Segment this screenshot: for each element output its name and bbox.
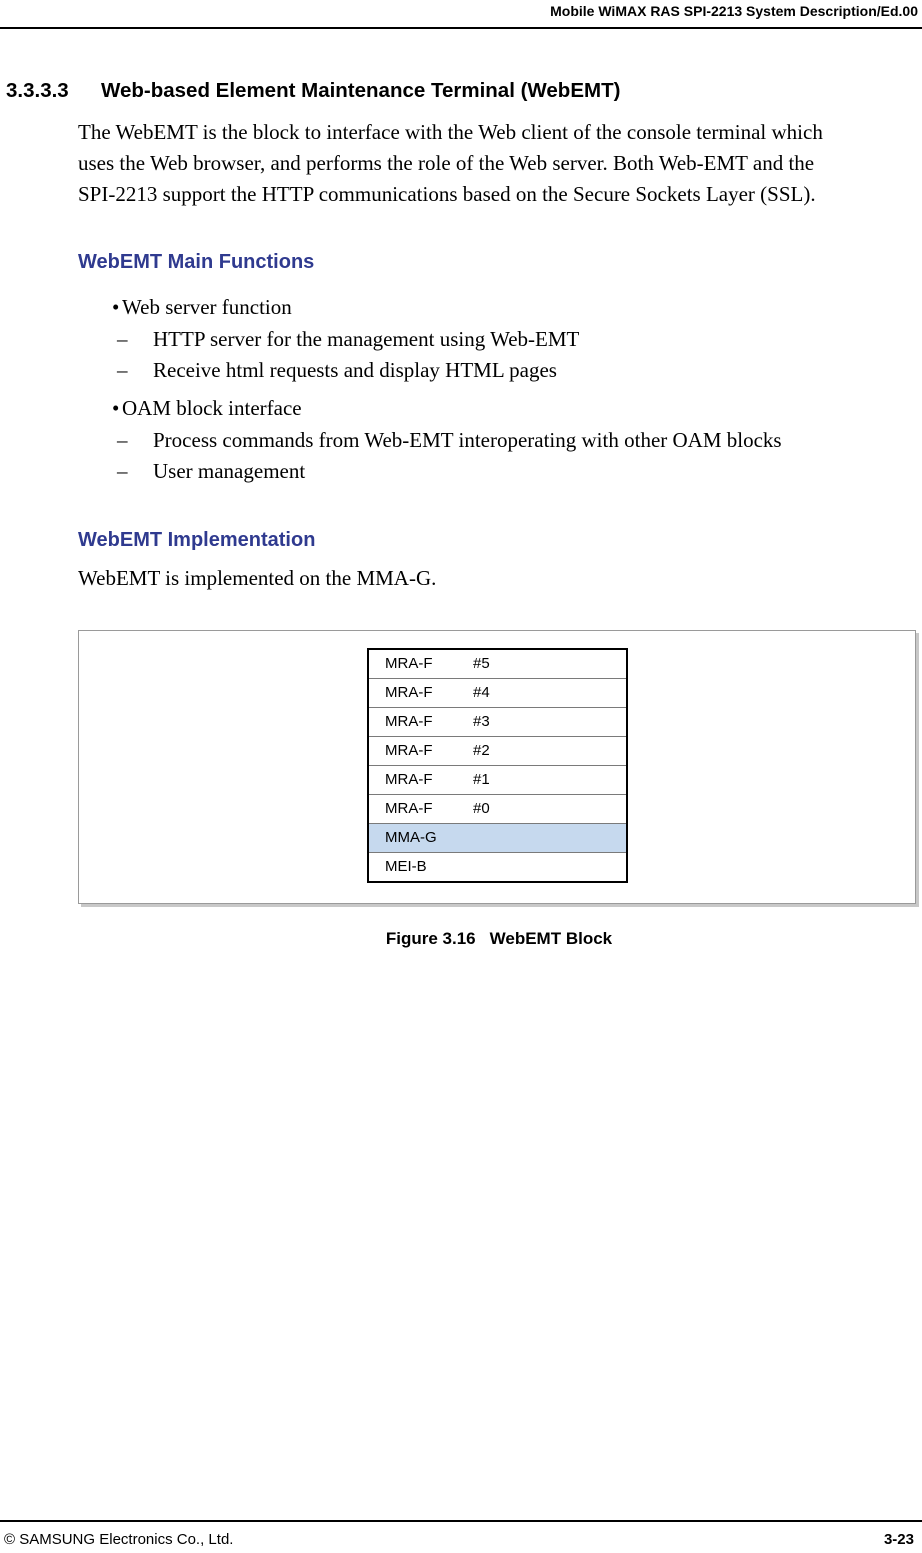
section-heading (6, 79, 620, 103)
bullet-label: OAM block interface (122, 396, 302, 420)
bullet-icon: • (112, 396, 120, 420)
sub-item-label: Process commands from Web-EMT interoperating with other OAM blocks (153, 428, 782, 452)
implementation-heading: WebEMT Implementation (78, 529, 316, 551)
bullet-label: Web server function (122, 295, 292, 319)
sub-item-label: HTTP server for the management using Web-EMT (153, 327, 580, 351)
caption-title: WebEMT Block (489, 929, 613, 948)
block-name: MEI-B (385, 858, 427, 875)
bullet-item (112, 295, 292, 320)
stack-row (369, 853, 626, 881)
sub-item (117, 428, 782, 453)
sub-item (117, 459, 306, 484)
sub-item-label: Receive html requests and display HTML pages (153, 358, 557, 382)
page-header (0, 0, 922, 29)
section-number: 3.3.3.3 (6, 79, 69, 102)
implementation-text: WebEMT is implemented on the MMA-G. (78, 566, 437, 590)
intro-line: SPI-2213 support the HTTP communications based on the Secure Sockets Layer (SSL). (78, 182, 816, 206)
stack-row (369, 737, 626, 766)
block-name: MRA-F (385, 771, 433, 788)
block-index: #2 (473, 742, 490, 759)
page-footer (0, 1520, 922, 1553)
block-index: #0 (473, 800, 490, 817)
block-name: MRA-F (385, 684, 433, 701)
block-name: MRA-F (385, 713, 433, 730)
dash-icon: – (117, 327, 128, 351)
block-index: #3 (473, 713, 490, 730)
block-name: MRA-F (385, 742, 433, 759)
stack-row (369, 650, 626, 679)
bullet-item (112, 396, 302, 421)
stack-row (369, 708, 626, 737)
sub-item (117, 358, 557, 383)
stack-row (369, 679, 626, 708)
figure-caption (0, 929, 922, 949)
block-name: MRA-F (385, 800, 433, 817)
intro-line: The WebEMT is the block to interface with the Web client of the console terminal which (78, 120, 823, 144)
intro-line: uses the Web browser, and performs the role of the Web server. Both Web-EMT and the (78, 151, 815, 175)
intro-paragraph (78, 117, 908, 210)
block-name: MRA-F (385, 655, 433, 672)
dash-icon: – (117, 459, 128, 483)
section-title: Web-based Element Maintenance Terminal (WebEMT) (101, 79, 621, 102)
block-stack-diagram (367, 648, 628, 883)
block-index: #5 (473, 655, 490, 672)
block-index: #1 (473, 771, 490, 788)
stack-row-highlighted (369, 824, 626, 853)
sub-item-label: User management (153, 459, 306, 483)
bullet-icon: • (112, 295, 120, 319)
sub-item (117, 327, 580, 352)
page-number: 3-23 (883, 1531, 914, 1548)
stack-row (369, 766, 626, 795)
document-title: Mobile WiMAX RAS SPI-2213 System Description/Ed.00 (550, 3, 918, 19)
dash-icon: – (117, 428, 128, 452)
block-name: MMA-G (385, 829, 437, 846)
copyright-text: © SAMSUNG Electronics Co., Ltd. (4, 1531, 234, 1548)
block-index: #4 (473, 684, 490, 701)
caption-number: Figure 3.16 (385, 929, 476, 948)
main-functions-heading: WebEMT Main Functions (78, 251, 315, 273)
dash-icon: – (117, 358, 128, 382)
stack-row (369, 795, 626, 824)
